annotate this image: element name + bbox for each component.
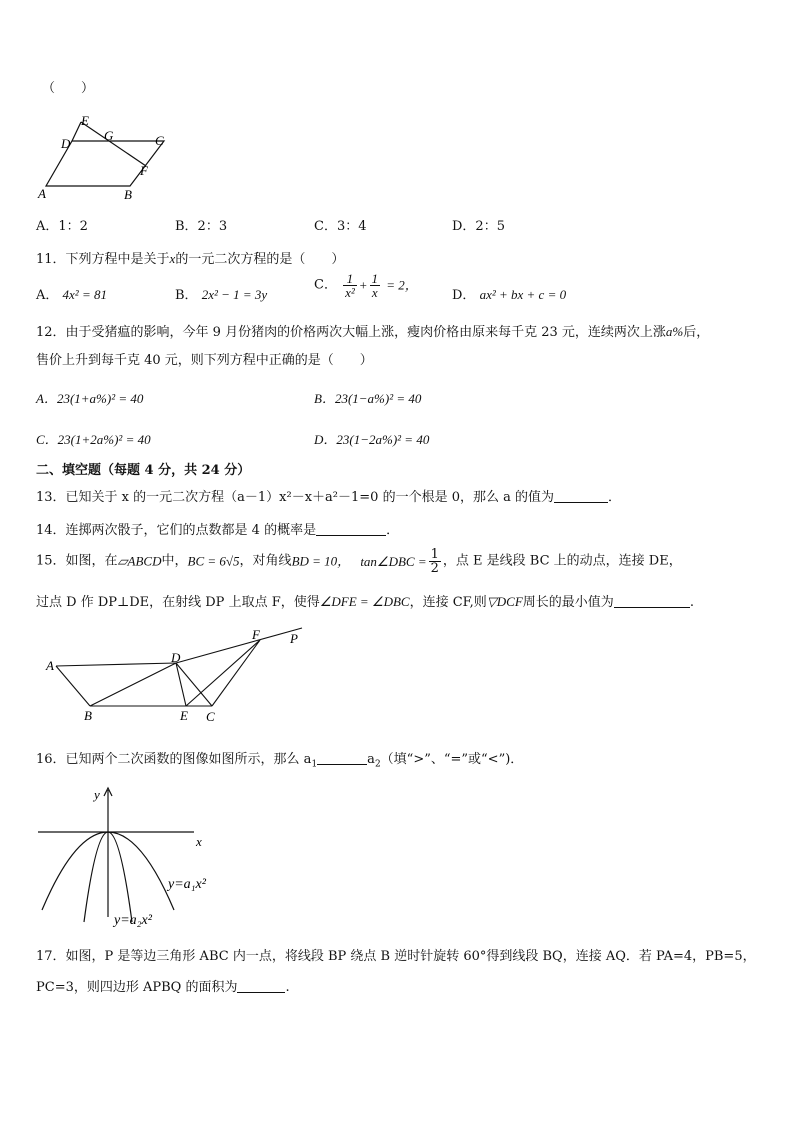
q12-stem-line2: 售价上升到每千克 40 元，则下列方程中正确的是（ ） xyxy=(36,353,373,368)
q11-option-c[interactable]: C． $\frac{1}{\text{x²}}$ + $\frac{1}{x}$ = 2， xyxy=(314,271,418,300)
q14: 14．连掷两次骰子，它们的点数都是 4 的概率是 ． xyxy=(36,523,400,538)
label-D: D xyxy=(61,136,71,151)
q11-option-d[interactable]: D． ax² + bx + c = 0 xyxy=(452,287,567,303)
q15-answer-blank[interactable] xyxy=(614,593,690,608)
q10-option-b[interactable]: B．2：3 xyxy=(175,219,228,234)
q12-stem-line1: 12．由于受猪瘟的影响，今年 9 月份猪肉的价格两次大幅上涨，瘦肉价格由原来每千克 23 元，连续两次上涨a%后， xyxy=(36,324,710,340)
q10-option-d[interactable]: D．2：5 xyxy=(452,219,505,234)
label-B: B xyxy=(124,187,132,202)
q12-option-a[interactable]: A．23(1+a%)² = 40 xyxy=(36,391,144,406)
q16-stem: 16．已知两个二次函数的图像如图所示，那么 $a_1$ $a_2$（填“>”、“=”或“<”)． xyxy=(36,752,524,770)
q12-option-d[interactable]: D．23(1−2a%)² = 40 xyxy=(314,432,430,447)
label-C: C xyxy=(155,133,164,148)
q15-figure xyxy=(40,622,320,727)
label-P: P xyxy=(290,631,298,646)
label-E: E xyxy=(81,113,89,128)
axis-label-y: y xyxy=(94,787,100,802)
q14-answer-blank[interactable] xyxy=(316,521,386,536)
label-G: G xyxy=(104,128,114,143)
q12-option-c[interactable]: C．23(1+2a%)² = 40 xyxy=(36,432,151,447)
q16-figure xyxy=(34,782,234,932)
q11-option-a[interactable]: A． 4x² = 81 xyxy=(36,287,107,303)
q10-option-c[interactable]: C．3：4 xyxy=(314,219,367,234)
label-A: A xyxy=(38,186,46,201)
curve-label-a1: y=a₁x² xyxy=(168,877,206,892)
curve-label-a2: y=a₂x² xyxy=(114,913,152,928)
label-A: A xyxy=(46,658,54,673)
q15-line1: 15．如图，在▱ABCD中，BC = 6√5，对角线BD = 10， tan∠DBC = $\frac{1}{2}$ ，点 E 是线段 BC 上的动点，连接 DE， xyxy=(36,547,682,576)
q16-answer-blank[interactable] xyxy=(317,750,367,765)
q13: 13．已知关于 x 的一元二次方程（a－1）x²－x＋a²－1=0 的一个根是 0，那么 a 的值为 ． xyxy=(36,490,621,505)
label-C: C xyxy=(206,709,215,724)
q11-stem: 11．下列方程中是关于x的一元二次方程的是（ ） xyxy=(36,251,345,267)
q13-answer-blank[interactable] xyxy=(554,488,608,503)
label-D: D xyxy=(171,650,181,665)
label-B: B xyxy=(84,708,92,723)
q11-option-b[interactable]: B． 2x² − 1 = 3y xyxy=(175,287,268,303)
q17-line1: 17．如图，P 是等边三角形 ABC 内一点，将线段 BP 绕点 B 逆时针旋转 60°得到线段 BQ，连接 AQ．若 PA=4，PB=5， xyxy=(36,949,756,964)
q15-line2: 过点 D 作 DP⊥DE，在射线 DP 上取点 F，使得∠DFE = ∠DBC，连接 CF,则▽DCF周长的最小值为 . xyxy=(36,594,694,610)
q17-line2: PC=3，则四边形 APBQ 的面积为 . xyxy=(36,980,290,995)
label-F: F xyxy=(252,627,260,642)
q17-answer-blank[interactable] xyxy=(237,978,285,993)
q12-option-b[interactable]: B．23(1−a%)² = 40 xyxy=(314,391,422,406)
section-2-heading: 二、填空题（每题 4 分，共 24 分） xyxy=(36,463,251,478)
axis-label-x: x xyxy=(196,834,202,849)
q10-option-a[interactable]: A．1：2 xyxy=(36,219,88,234)
label-E: E xyxy=(180,708,188,723)
q10-figure xyxy=(34,110,174,205)
q10-paren: （ ） xyxy=(42,81,95,96)
label-F: F xyxy=(140,163,148,178)
